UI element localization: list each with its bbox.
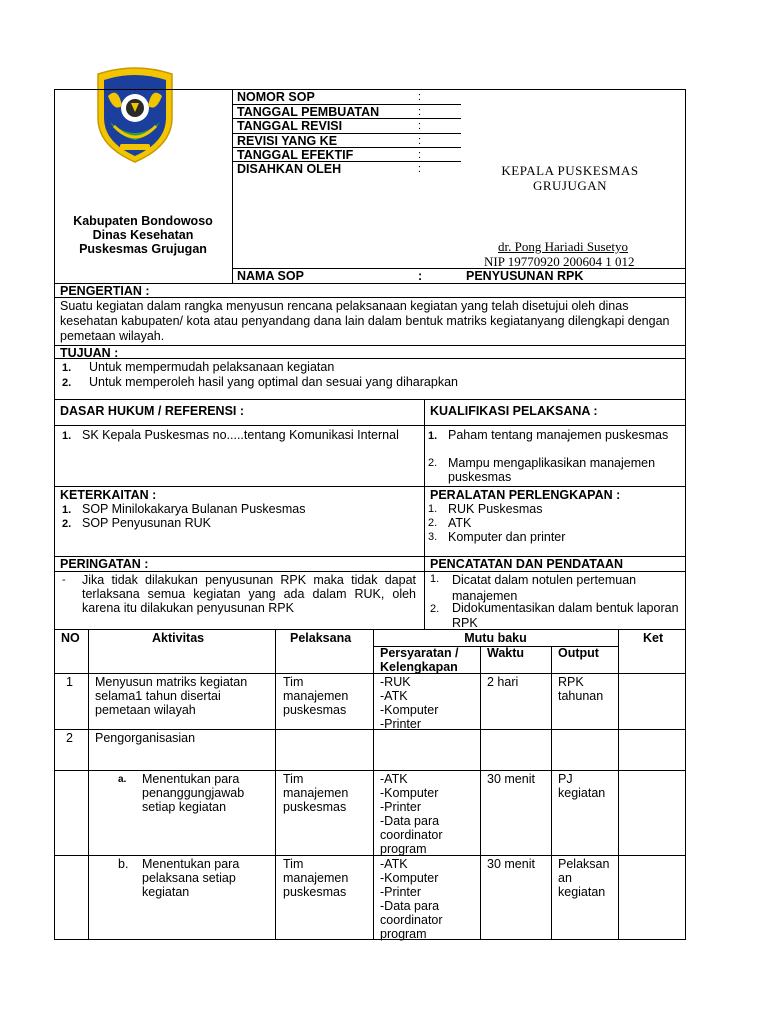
keterkaitan-item: SOP Minilokakarya Bulanan Puskesmas: [82, 502, 306, 516]
table-row-no: 2: [66, 731, 73, 745]
peringatan-item: Jika tidak dilakukan penyusunan RPK maka tidak dapat terlaksana semua kegiatan yang ada dalam RUK, oleh karena itu dilakukan penyusunan RPK: [82, 573, 416, 615]
keterkaitan-item-number: 1.: [62, 504, 72, 516]
field-label-tanggal-revisi: TANGGAL REVISI: [237, 119, 343, 133]
table-row-output: Pelaksan an kegiatan: [558, 857, 610, 899]
kualifikasi-item: Paham tentang manajemen puskesmas: [448, 428, 669, 442]
peringatan-item-bullet: -: [62, 574, 66, 586]
field-sep: :: [418, 91, 422, 103]
dasar-hukum-item-number: 1.: [62, 430, 72, 442]
keterkaitan-item: SOP Penyusunan RUK: [82, 516, 212, 530]
tujuan-item-number: 1.: [62, 362, 72, 374]
peralatan-item-number: 3.: [428, 531, 438, 543]
sop-name-value: PENYUSUNAN RPK: [466, 269, 584, 283]
table-row-pelaksana: Tim manajemen puskesmas: [283, 772, 349, 814]
pencatatan-item: Dicatat dalam notulen pertemuan manajemen: [452, 573, 637, 603]
tujuan-item-number: 2.: [62, 377, 72, 389]
table-row-persyaratan: -ATK -Komputer -Printer -Data para coordinator program: [380, 772, 443, 856]
pencatatan-item-number: 2.: [430, 603, 440, 615]
field-sep: :: [418, 106, 422, 118]
table-row-waktu: 30 menit: [487, 857, 535, 871]
table-row-aktivitas: Menentukan para pelaksana setiap kegiatan: [142, 857, 240, 899]
th-no: NO: [61, 631, 80, 645]
kabupaten-emblem-icon: [92, 66, 178, 166]
table-row-output: PJ kegiatan: [558, 772, 606, 800]
org-name-line3: Puskesmas Grujugan: [79, 242, 207, 256]
field-label-disahkan-oleh: DISAHKAN OLEH: [237, 162, 342, 176]
field-label-tanggal-pembuatan: TANGGAL PEMBUATAN: [237, 105, 380, 119]
kualifikasi-item-number: 1.: [428, 430, 438, 442]
dasar-hukum-item: SK Kepala Puskesmas no.....tentang Komunikasi Internal: [82, 428, 399, 442]
field-label-tanggal-efektif: TANGGAL EFEKTIF: [237, 148, 354, 162]
approver-title-line1: KEPALA PUSKESMAS: [501, 163, 639, 178]
table-row-aktivitas: Pengorganisasian: [95, 731, 196, 745]
approver-title-line2: GRUJUGAN: [532, 178, 608, 193]
th-aktivitas: Aktivitas: [152, 631, 205, 645]
peralatan-item: ATK: [448, 516, 472, 530]
table-row-sub: a.: [118, 774, 127, 785]
th-output: Output: [558, 646, 599, 660]
table-row-pelaksana: Tim manajemen puskesmas: [283, 857, 349, 899]
tujuan-item: Untuk memperoleh hasil yang optimal dan sesuai yang diharapkan: [89, 375, 458, 389]
table-row-aktivitas: Menentukan para penanggungjawab setiap kegiatan: [142, 772, 245, 814]
approver-name: dr. Pong Hariadi Susetyo: [498, 239, 628, 254]
pengertian-title: PENGERTIAN :: [60, 284, 150, 298]
peralatan-item: RUK Puskesmas: [448, 502, 543, 516]
sop-name-label: NAMA SOP: [237, 269, 304, 283]
pencatatan-item: Didokumentasikan dalam bentuk laporan RPK: [452, 601, 679, 630]
pencatatan-title: PENCATATAN DAN PENDATAAN: [430, 557, 624, 571]
keterkaitan-title: KETERKAITAN :: [60, 488, 157, 502]
kualifikasi-title: KUALIFIKASI PELAKSANA :: [430, 404, 598, 418]
kualifikasi-item: Mampu mengaplikasikan manajemen puskesmas: [448, 456, 656, 484]
pencatatan-item-number: 1.: [430, 573, 440, 585]
table-row-pelaksana: Tim manajemen puskesmas: [283, 675, 349, 717]
table-row-waktu: 2 hari: [487, 675, 519, 689]
th-ket: Ket: [643, 631, 664, 645]
table-row-sub: b.: [118, 857, 129, 871]
keterkaitan-item-number: 2.: [62, 518, 72, 530]
peralatan-item-number: 1.: [428, 503, 438, 515]
field-sep: :: [418, 120, 422, 132]
table-row-waktu: 30 menit: [487, 772, 535, 786]
field-label-revisi-yang-ke: REVISI YANG KE: [237, 134, 338, 148]
table-row-output: RPK tahunan: [558, 675, 604, 703]
peralatan-item-number: 2.: [428, 517, 438, 529]
dasar-hukum-title: DASAR HUKUM / REFERENSI :: [60, 404, 245, 418]
field-sep: :: [418, 149, 422, 161]
kualifikasi-item-number: 2.: [428, 457, 438, 469]
table-row-persyaratan: -RUK -ATK -Komputer -Printer: [380, 675, 439, 731]
th-pelaksana: Pelaksana: [290, 631, 352, 645]
peralatan-title: PERALATAN PERLENGKAPAN :: [430, 488, 621, 502]
approver-nip: NIP 19770920 200604 1 012: [484, 254, 635, 269]
field-sep: :: [418, 135, 422, 147]
peralatan-item: Komputer dan printer: [448, 530, 566, 544]
sop-name-sep: :: [418, 269, 423, 283]
th-waktu: Waktu: [487, 646, 525, 660]
org-name-line2: Dinas Kesehatan: [92, 228, 194, 242]
table-row-aktivitas: Menyusun matriks kegiatan selama1 tahun disertai pemetaan wilayah: [95, 675, 248, 717]
table-row-no: 1: [66, 675, 73, 689]
org-name-line1: Kabupaten Bondowoso: [73, 214, 213, 228]
field-label-nomor-sop: NOMOR SOP: [237, 90, 315, 104]
tujuan-title: TUJUAN :: [60, 346, 119, 360]
peringatan-title: PERINGATAN :: [60, 557, 149, 571]
th-mutu-baku: Mutu baku: [464, 631, 527, 645]
pengertian-text: Suatu kegiatan dalam rangka menyusun rencana pelaksanaan kegiatan yang telah disetujui oleh dinas kesehatan kabupaten/ kota atau penyandang dana lain dalam bentuk matriks kegiatanyang dilengkapi dengan pemetaan wilayah.: [60, 299, 670, 343]
tujuan-item: Untuk mempermudah pelaksanaan kegiatan: [89, 360, 335, 374]
field-sep: :: [418, 163, 422, 175]
th-persyaratan: Persyaratan / Kelengkapan: [380, 646, 459, 674]
table-row-persyaratan: -ATK -Komputer -Printer -Data para coordinator program: [380, 857, 443, 941]
